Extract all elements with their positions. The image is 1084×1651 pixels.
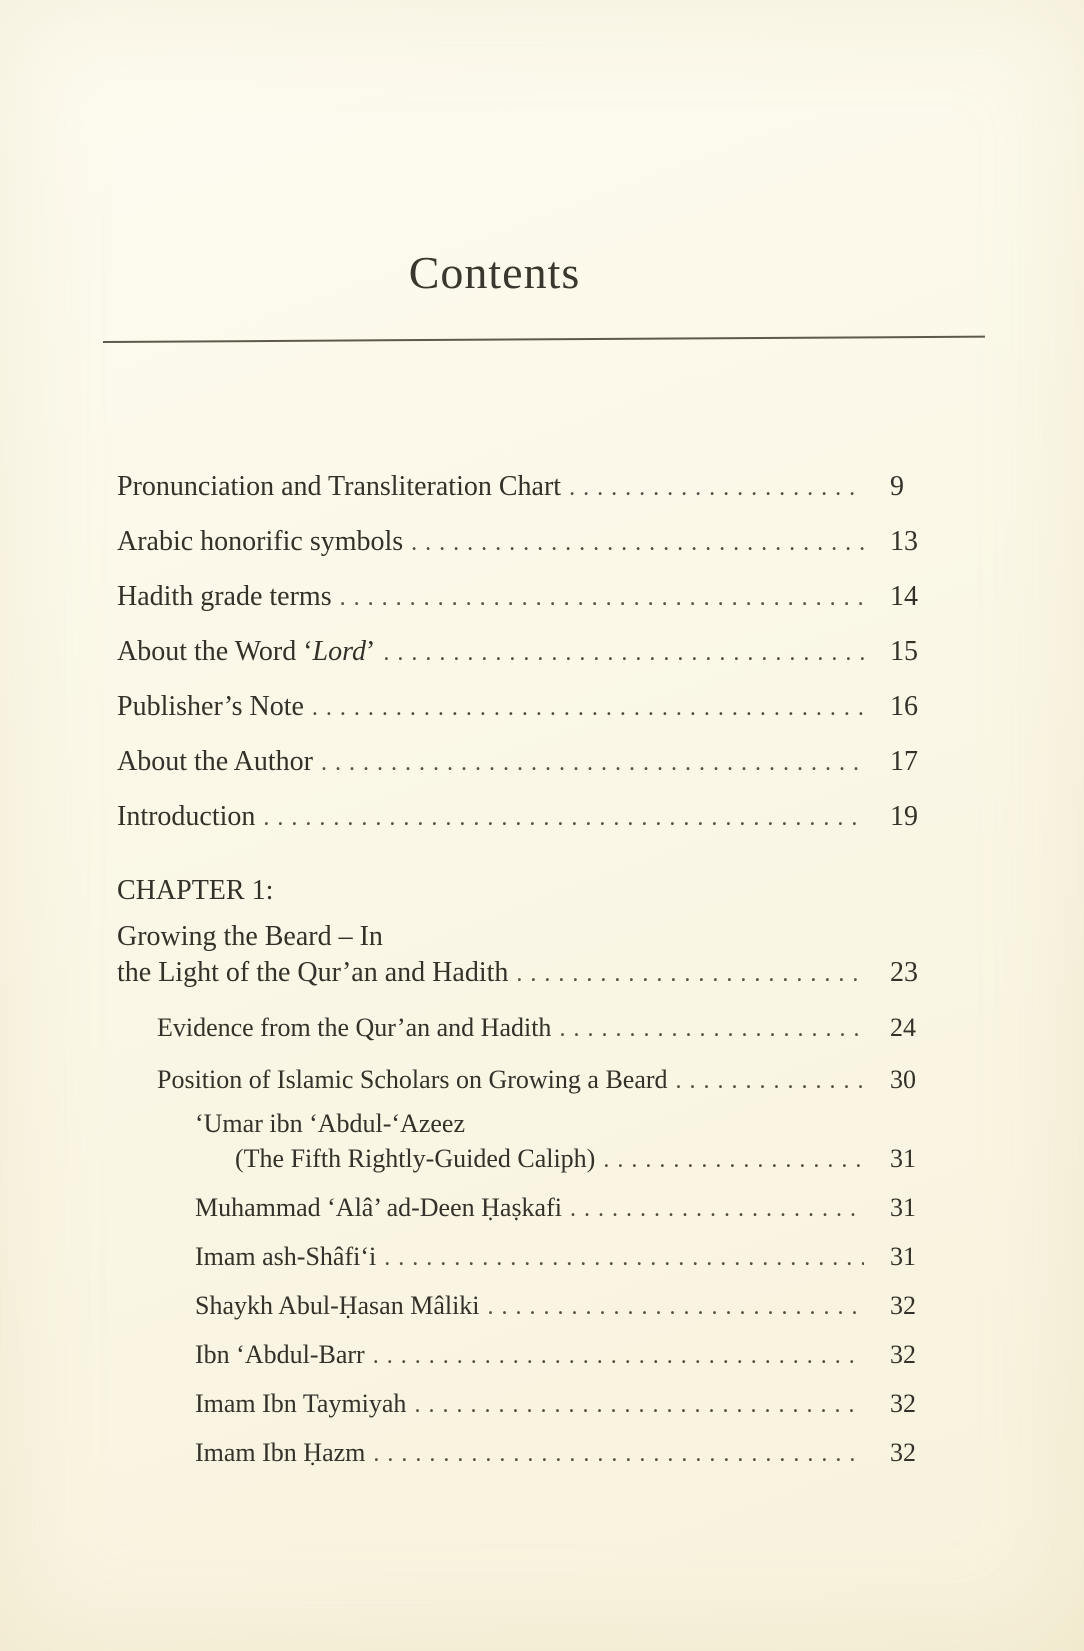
toc-entry-label: Growing the Beard – In <box>117 921 383 952</box>
toc-entry-label: ‘Umar ibn ‘Abdul-‘Azeez <box>195 1109 465 1138</box>
toc-row <box>117 470 934 505</box>
toc-entry-label: the Light of the Qur’an and Hadith <box>117 957 509 988</box>
toc-leader-dots <box>570 1192 864 1225</box>
toc-leader-dots <box>263 800 864 835</box>
toc-entry-label: Ibn ‘Abdul-Barr <box>195 1340 365 1369</box>
toc-row <box>117 800 934 835</box>
toc-row <box>117 956 934 991</box>
toc-page-number: 31 <box>890 1242 916 1271</box>
toc-entry-label: (The Fifth Rightly-Guided Caliph) <box>235 1144 596 1173</box>
toc-entry-label: Imam Ibn Ḥazm <box>195 1438 366 1467</box>
toc-page-number: 30 <box>890 1065 916 1094</box>
toc-page-number: 32 <box>890 1438 916 1467</box>
toc-entry-label: CHAPTER 1: <box>117 875 274 906</box>
title-divider <box>103 336 985 343</box>
toc-entry-label: Imam ash-Shâfi‘i <box>195 1242 377 1271</box>
toc-entry-label: Publisher’s Note <box>117 691 304 722</box>
toc-row <box>117 690 934 725</box>
toc-page-number: 9 <box>890 471 904 502</box>
toc-entry-label: Imam Ibn Taymiyah <box>195 1389 407 1418</box>
toc-entry-label: Arabic honorific symbols <box>117 526 404 557</box>
toc-row <box>117 745 934 780</box>
toc-row <box>117 1064 934 1097</box>
page-title: Contents <box>408 247 581 298</box>
toc-entry-label: About the Word ‘Lord’ <box>117 636 376 667</box>
toc-list <box>0 470 1084 1470</box>
toc-leader-dots <box>321 745 864 780</box>
toc-row <box>117 1241 934 1274</box>
toc-page-number: 17 <box>890 746 918 777</box>
toc-leader-dots <box>559 1012 864 1045</box>
toc-entry-label: Evidence from the Qur’an and Hadith <box>157 1013 552 1042</box>
toc-page-number: 16 <box>890 691 918 722</box>
toc-leader-dots <box>411 525 864 560</box>
toc-page-number: 19 <box>890 801 918 832</box>
toc-page-number: 31 <box>890 1144 916 1173</box>
toc-leader-dots <box>373 1437 864 1470</box>
toc-row <box>117 1437 934 1470</box>
toc-page-number: 31 <box>890 1193 916 1222</box>
toc-entry-label: Position of Islamic Scholars on Growing a Beard <box>157 1065 668 1094</box>
toc-entry-label: Pronunciation and Transliteration Chart <box>117 471 562 502</box>
toc-entry-label: Hadith grade terms <box>117 581 332 612</box>
toc-entry-label-italic: Lord <box>312 636 366 667</box>
toc-entry-label: Shaykh Abul-Ḥasan Mâliki <box>195 1291 480 1320</box>
toc-leader-dots <box>488 1290 864 1323</box>
toc-leader-dots <box>384 1241 864 1274</box>
toc-row <box>117 525 934 560</box>
toc-page-number: 32 <box>890 1389 916 1418</box>
toc-entry-label: Introduction <box>117 801 256 832</box>
toc-row <box>117 1012 934 1045</box>
toc-row <box>117 1290 934 1323</box>
toc-leader-dots <box>603 1143 864 1176</box>
toc-page-number: 14 <box>890 581 918 612</box>
toc-row <box>117 1192 934 1225</box>
toc-leader-dots <box>373 1339 864 1372</box>
toc-leader-dots <box>383 635 864 670</box>
toc-row <box>117 1143 934 1176</box>
toc-page-number: 24 <box>890 1013 916 1042</box>
toc-leader-dots <box>676 1064 864 1097</box>
toc-row <box>117 1388 934 1421</box>
toc-page-number: 32 <box>890 1340 916 1369</box>
toc-leader-dots <box>516 956 864 991</box>
toc-row <box>117 635 934 670</box>
toc-entry-label: About the Author <box>117 746 313 777</box>
toc-page-number: 15 <box>890 636 918 667</box>
toc-page-number: 23 <box>890 957 918 988</box>
toc-leader-dots <box>569 470 864 505</box>
toc-row <box>117 580 934 615</box>
toc-row <box>117 920 934 954</box>
toc-row <box>117 874 934 908</box>
toc-leader-dots <box>312 690 864 725</box>
toc-leader-dots <box>340 580 864 615</box>
toc-entry-label: Muhammad ‘Alâ’ ad-Deen Ḥaṣkafi <box>195 1193 562 1222</box>
toc-page-number: 32 <box>890 1291 916 1320</box>
toc-row <box>117 1108 934 1139</box>
toc-row <box>117 1339 934 1372</box>
toc-page-number: 13 <box>890 526 918 557</box>
toc-leader-dots <box>414 1388 864 1421</box>
